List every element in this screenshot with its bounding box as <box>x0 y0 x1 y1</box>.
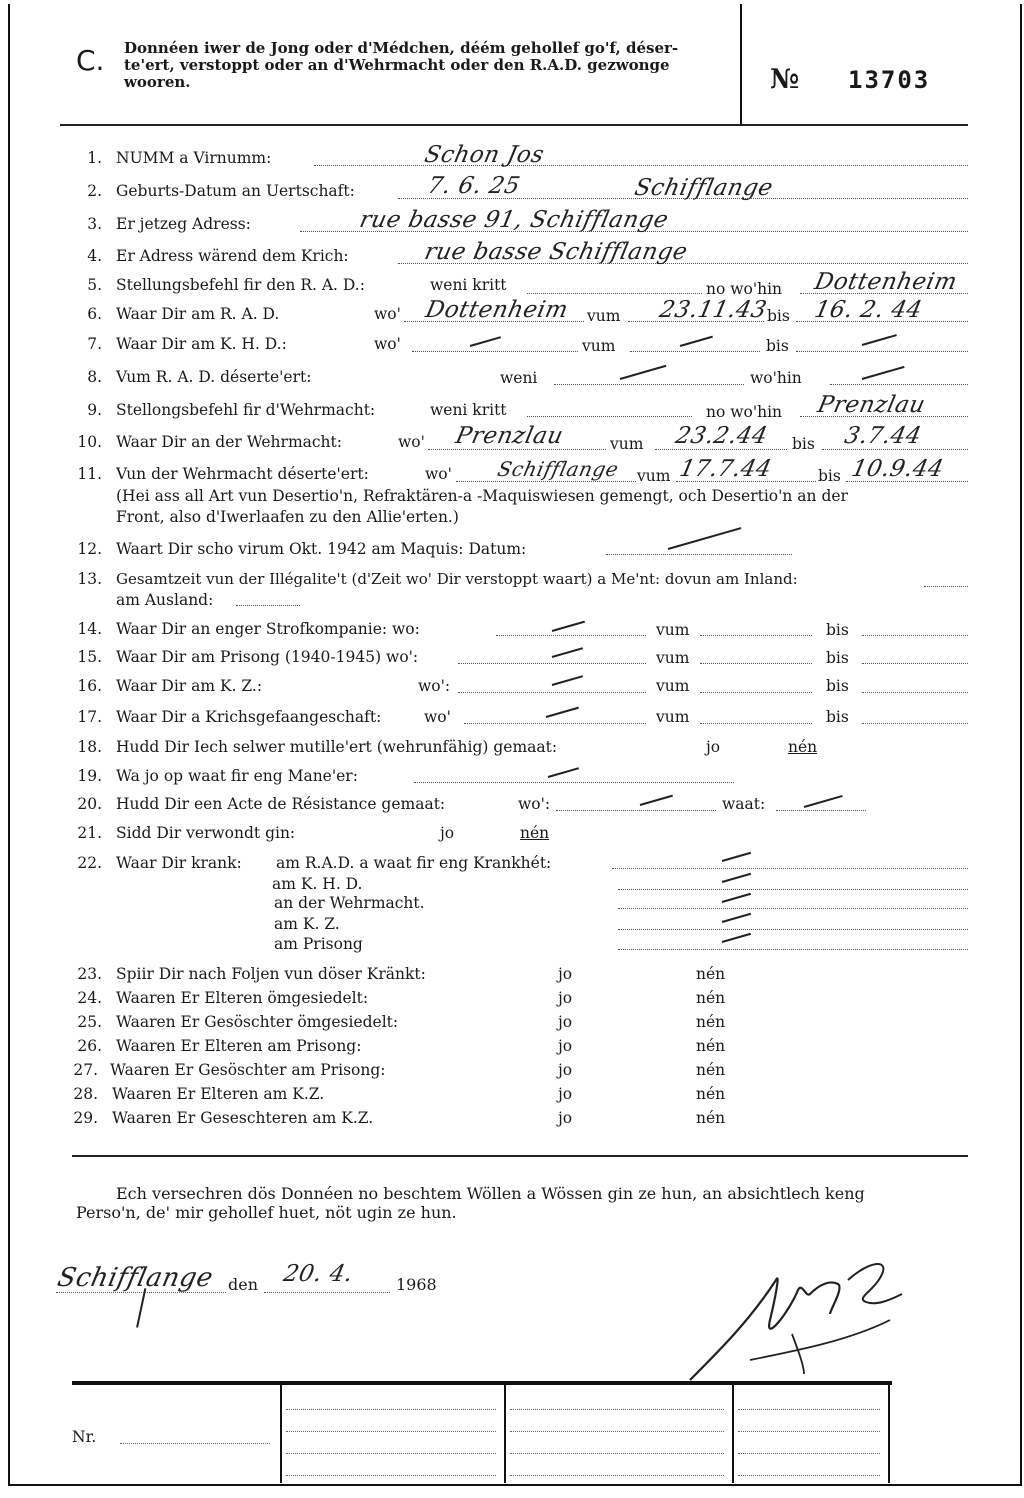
q22-line-5 <box>618 949 968 950</box>
q7-number: 7. <box>87 335 102 353</box>
q20-line-1 <box>556 810 716 811</box>
q11-note-2: Front, also d'Iwerlaafen zu den Allie'erten.) <box>116 508 459 526</box>
q7-label: Waar Dir am K. H. D.: <box>116 335 287 353</box>
q9-line-1 <box>527 416 692 417</box>
q18-jo: jo <box>706 738 721 756</box>
q22-line-1 <box>612 868 968 869</box>
date-line <box>264 1292 390 1293</box>
footer-line-c4 <box>738 1475 880 1476</box>
q10-line-1 <box>428 449 606 450</box>
q10-line-2 <box>655 449 787 450</box>
q17-wo: wo' <box>424 708 451 726</box>
q9-nowohin: no wo'hin <box>706 403 783 421</box>
q20-wo: wo': <box>518 795 551 813</box>
footer-col-divider-3 <box>732 1385 734 1483</box>
q11-vum: vum <box>637 467 671 485</box>
q26-nen: nén <box>696 1037 726 1055</box>
q17-label: Waar Dir a Krichsgefaangeschaft: <box>116 708 382 726</box>
footer-col-divider-2 <box>504 1385 506 1483</box>
nr-line <box>120 1443 270 1444</box>
q1-line <box>314 165 968 166</box>
q25-number: 25. <box>77 1013 102 1031</box>
footer-line-c3 <box>738 1453 880 1454</box>
footer-line-b2 <box>510 1431 724 1432</box>
signing-date-answer: 20. 4. <box>281 1261 356 1287</box>
q8-weni: weni <box>500 369 538 387</box>
q13-line-1 <box>924 586 968 587</box>
q12-label: Waart Dir scho virum Okt. 1942 am Maquis: Datum: <box>116 540 527 558</box>
form-heading <box>124 40 724 91</box>
q14-number: 14. <box>77 620 102 638</box>
q22-line-4 <box>618 929 968 930</box>
q13-number: 13. <box>77 570 102 588</box>
section-letter: C. <box>76 44 105 77</box>
q19-number: 19. <box>77 767 102 785</box>
signature <box>680 1250 910 1385</box>
q10-label: Waar Dir an der Wehrmacht: <box>116 433 342 451</box>
q13-label-2: am Ausland: <box>116 591 214 609</box>
q25-label: Waaren Er Gesöschter ömgesiedelt: <box>116 1013 399 1031</box>
q14-bis: bis <box>826 621 849 639</box>
q10-where-answer: Prenzlau <box>453 423 566 449</box>
q10-wo: wo' <box>398 433 425 451</box>
heading-line-2: te'ert, verstoppt oder an d'Wehrmacht oder den R.A.D. gezwonge <box>124 56 670 74</box>
q7-wo: wo' <box>374 335 401 353</box>
q28-jo: jo <box>558 1085 573 1103</box>
q23-number: 23. <box>77 965 102 983</box>
q19-line <box>414 782 734 783</box>
q21-label: Sidd Dir verwondt gin: <box>116 824 296 842</box>
q28-number: 28. <box>73 1085 98 1103</box>
q10-number: 10. <box>77 433 102 451</box>
q16-wo: wo': <box>418 677 451 695</box>
q10-line-3 <box>822 449 968 450</box>
footer-line-b4 <box>510 1475 724 1476</box>
q9-destination-answer: Prenzlau <box>815 392 928 418</box>
q3-answer: rue basse 91, Schifflange <box>357 207 671 233</box>
q6-number: 6. <box>87 305 102 323</box>
q16-line-1 <box>458 692 646 693</box>
declaration-line-2: Perso'n, de' mir gehollef huet, nöt ugin ze hun. <box>76 1203 457 1222</box>
declaration-rule <box>72 1155 968 1157</box>
header-divider <box>740 4 742 124</box>
q26-number: 26. <box>77 1037 102 1055</box>
q20-label: Hudd Dir een Acte de Résistance gemaat: <box>116 795 446 813</box>
nr-label: Nr. <box>72 1428 97 1446</box>
q2-place-answer: Schifflange <box>632 175 776 201</box>
q28-label: Waaren Er Elteren am K.Z. <box>112 1085 325 1103</box>
q7-vum: vum <box>582 337 616 355</box>
q23-nen: nén <box>696 965 726 983</box>
q14-line-2 <box>700 635 812 636</box>
den-label: den <box>228 1275 259 1294</box>
q17-bis: bis <box>826 708 849 726</box>
q1-number: 1. <box>87 149 102 167</box>
q6-bis: bis <box>767 307 790 325</box>
q25-nen: nén <box>696 1013 726 1031</box>
q8-wohin: wo'hin <box>750 369 802 387</box>
q25-jo: jo <box>558 1013 573 1031</box>
q17-line-1 <box>464 723 646 724</box>
q8-label: Vum R. A. D. déserte'ert: <box>116 368 312 386</box>
q8-line-2 <box>830 384 968 385</box>
q29-nen: nén <box>696 1109 726 1127</box>
q1-answer: Schon Jos <box>422 142 547 168</box>
q22-sub-wehrmacht: an der Wehrmacht. <box>274 894 425 912</box>
heading-line-1: Donnéen iwer de Jong oder d'Médchen, déém gehollef go'f, déser- <box>124 39 679 57</box>
q24-label: Waaren Er Elteren ömgesiedelt: <box>116 989 369 1007</box>
q18-nen-selected: nén <box>788 738 818 756</box>
q22-line-2 <box>618 889 968 890</box>
q4-label: Er Adress wärend dem Krich: <box>116 247 349 265</box>
q5-label: Stellungsbefehl fir den R. A. D.: <box>116 276 365 294</box>
q21-nen-selected: nén <box>520 824 550 842</box>
q16-bis: bis <box>826 677 849 695</box>
q29-label: Waaren Er Geseschteren am K.Z. <box>112 1109 374 1127</box>
q4-number: 4. <box>87 247 102 265</box>
q27-number: 27. <box>73 1061 98 1079</box>
q2-number: 2. <box>87 182 102 200</box>
q11-number: 11. <box>77 465 102 483</box>
q3-label: Er jetzeg Adress: <box>116 215 251 233</box>
q27-nen: nén <box>696 1061 726 1079</box>
q16-number: 16. <box>77 677 102 695</box>
q15-label: Waar Dir am Prisong (1940-1945) wo': <box>116 648 419 666</box>
q13-label: Gesamtzeit vun der Illégalite't (d'Zeit wo' Dir verstoppt waart) a Me'nt: dovun am Inland: <box>116 570 798 588</box>
footer-col-divider-1 <box>280 1385 282 1483</box>
q16-line-3 <box>862 692 968 693</box>
footer-line-a1 <box>286 1409 496 1410</box>
q5-nowohin: no wo'hin <box>706 280 783 298</box>
header-rule <box>60 124 968 126</box>
q22-line-3 <box>618 908 968 909</box>
q9-label: Stellongsbefehl fir d'Wehrmacht: <box>116 401 376 419</box>
q14-line-3 <box>862 635 968 636</box>
q24-number: 24. <box>77 989 102 1007</box>
q17-vum: vum <box>656 708 690 726</box>
footer-line-a4 <box>286 1475 496 1476</box>
q6-from-answer: 23.11.43 <box>657 297 770 323</box>
footer-line-c2 <box>738 1431 880 1432</box>
q13-line-2 <box>236 605 300 606</box>
q17-line-2 <box>700 723 812 724</box>
q24-jo: jo <box>558 989 573 1007</box>
footer-table <box>72 1383 892 1483</box>
q18-label: Hudd Dir Iech selwer mutille'ert (wehrunfähig) gemaat: <box>116 738 558 756</box>
q11-where-answer: Schifflange <box>495 457 621 481</box>
q8-line-1 <box>554 384 744 385</box>
q14-label: Waar Dir an enger Strofkompanie: wo: <box>116 620 420 638</box>
q20-waat: waat: <box>722 795 766 813</box>
q22-sub-khd: am K. H. D. <box>272 875 363 893</box>
q2-label: Geburts-Datum an Uertschaft: <box>116 182 355 200</box>
q5-number: 5. <box>87 276 102 294</box>
declaration-line-1: Ech versechren dös Donnéen no beschtem Wöllen a Wössen gin ze hun, an absichtlech keng <box>116 1184 865 1203</box>
q12-number: 12. <box>77 540 102 558</box>
q6-to-answer: 16. 2. 44 <box>812 297 925 323</box>
q11-from-answer: 17.7.44 <box>677 456 775 482</box>
q9-weni: weni kritt <box>430 401 507 419</box>
q10-from-answer: 23.2.44 <box>673 423 771 449</box>
footer-line-a2 <box>286 1431 496 1432</box>
q21-number: 21. <box>77 824 102 842</box>
q20-number: 20. <box>77 795 102 813</box>
footer-line-b3 <box>510 1453 724 1454</box>
q11-note-1: (Hei ass all Art vun Desertio'n, Refraktären-a -Maquiswiesen gemengt, och Desertio'n an der <box>116 487 848 505</box>
q27-jo: jo <box>558 1061 573 1079</box>
q4-answer: rue basse Schifflange <box>422 239 691 265</box>
q22-sub-prisong: am Prisong <box>274 935 363 953</box>
q8-number: 8. <box>87 368 102 386</box>
q16-line-2 <box>700 692 812 693</box>
q11-label: Vun der Wehrmacht déserte'ert: <box>116 465 369 483</box>
signing-place-answer: Schifflange <box>54 1263 216 1293</box>
q15-line-3 <box>862 663 968 664</box>
q16-label: Waar Dir am K. Z.: <box>116 677 263 695</box>
q15-vum: vum <box>656 649 690 667</box>
q22-number: 22. <box>77 854 102 872</box>
number-sign: № <box>770 64 800 95</box>
q11-to-answer: 10.9.44 <box>849 456 947 482</box>
q16-vum: vum <box>656 677 690 695</box>
q18-number: 18. <box>77 738 102 756</box>
q29-number: 29. <box>73 1109 98 1127</box>
q14-line-1 <box>496 635 646 636</box>
q15-bis: bis <box>826 649 849 667</box>
q11-line-1 <box>456 481 636 482</box>
q12-line <box>606 554 792 555</box>
q5-destination-answer: Dottenheim <box>812 269 960 295</box>
q24-nen: nén <box>696 989 726 1007</box>
q7-bis: bis <box>766 337 789 355</box>
q6-wo: wo' <box>374 305 401 323</box>
q10-vum: vum <box>610 435 644 453</box>
footer-line-a3 <box>286 1453 496 1454</box>
signing-year: 1968 <box>396 1275 437 1294</box>
q15-line-2 <box>700 663 812 664</box>
q26-jo: jo <box>558 1037 573 1055</box>
footer-col-divider-4 <box>888 1385 890 1483</box>
q23-label: Spiir Dir nach Foljen vun döser Kränkt: <box>116 965 426 983</box>
footer-line-c1 <box>738 1409 880 1410</box>
q1-label: NUMM a Virnumm: <box>116 149 272 167</box>
q22-sub-rad: am R.A.D. a waat fir eng Krankhét: <box>276 854 552 872</box>
q23-jo: jo <box>558 965 573 983</box>
q20-line-2 <box>776 810 866 811</box>
q5-weni: weni kritt <box>430 276 507 294</box>
q27-label: Waaren Er Gesöschter am Prisong: <box>110 1061 386 1079</box>
q15-line-1 <box>458 663 646 664</box>
q26-label: Waaren Er Elteren am Prisong: <box>116 1037 362 1055</box>
q9-number: 9. <box>87 401 102 419</box>
q17-number: 17. <box>77 708 102 726</box>
form-number: 13703 <box>848 66 931 94</box>
q7-line-2 <box>630 351 760 352</box>
q17-line-3 <box>862 723 968 724</box>
q2-date-answer: 7. 6. 25 <box>425 173 523 199</box>
footer-line-b1 <box>510 1409 724 1410</box>
q5-line-1 <box>527 293 702 294</box>
q19-label: Wa jo op waat fir eng Mane'er: <box>116 767 358 785</box>
q6-vum: vum <box>587 307 621 325</box>
q15-number: 15. <box>77 648 102 666</box>
heading-line-3: wooren. <box>124 73 191 91</box>
q22-label: Waar Dir krank: <box>116 854 242 872</box>
q28-nen: nén <box>696 1085 726 1103</box>
q6-label: Waar Dir am R. A. D. <box>116 305 280 323</box>
q6-where-answer: Dottenheim <box>423 297 571 323</box>
q3-number: 3. <box>87 215 102 233</box>
q21-jo: jo <box>440 824 455 842</box>
q11-bis: bis <box>818 467 841 485</box>
q22-sub-kz: am K. Z. <box>274 915 340 933</box>
q7-line-1 <box>412 351 578 352</box>
place-line <box>56 1292 226 1293</box>
q14-vum: vum <box>656 621 690 639</box>
q29-jo: jo <box>558 1109 573 1127</box>
q11-wo: wo' <box>425 465 452 483</box>
q10-bis: bis <box>792 435 815 453</box>
q10-to-answer: 3.7.44 <box>842 423 924 449</box>
q7-line-3 <box>796 351 968 352</box>
